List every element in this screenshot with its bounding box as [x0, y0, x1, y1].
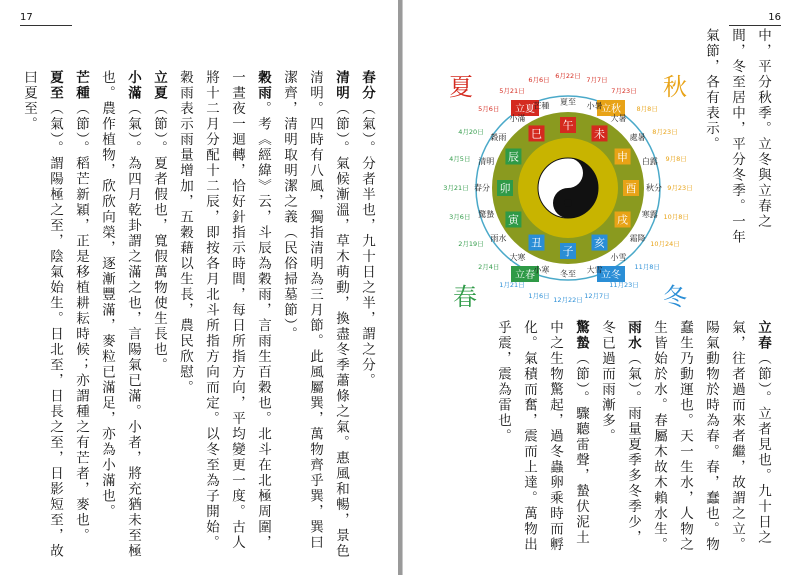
date-label: 2月4日 — [478, 263, 500, 272]
branch-label: 子 — [562, 245, 574, 258]
date-label: 11月8日 — [634, 263, 660, 272]
right-term: 立春 — [755, 320, 771, 351]
solar-term-label: 春分 — [474, 183, 490, 193]
date-label: 12月22日 — [553, 296, 583, 304]
left-page — [0, 0, 399, 575]
solar-term-label: 雨水 — [490, 234, 507, 244]
date-label: 1月6日 — [528, 292, 550, 301]
solar-term-label: 穀雨 — [490, 132, 507, 142]
left-term: 小滿 — [125, 70, 141, 101]
left-definition: 。考《經緯》云，斗辰為穀雨，言雨生百穀也。北斗在北極周圍，一晝夜一迴轉，恰好針指示時間，每日所指方向，平均變更一度。古人將十二月分配十二辰，即按各月北斗所指方向而定。以冬至為子開始。穀雨表示雨量增加，五穀藉以生長，農民欣慰。 — [177, 70, 271, 551]
right-definition: （節）。立者見也。九十日之氣，往者過而來者繼，故謂之立。陽氣動物於時為春。春，蠢也。物蠢生乃動運也。天一生水，人物之生皆始於水。春屬木故木賴水生。 — [651, 320, 771, 553]
solar-terms-diagram — [443, 48, 693, 313]
date-label: 10月24日 — [650, 240, 680, 248]
branch-label: 辰 — [507, 150, 519, 164]
right-page-bottom-text — [466, 320, 776, 560]
season-start-spring: 立春 — [515, 270, 535, 281]
branch-label: 亥 — [594, 236, 605, 250]
left-paragraph — [68, 70, 94, 560]
season-autumn-label: 秋 — [663, 73, 687, 101]
date-label: 3月21日 — [443, 184, 469, 192]
right-paragraph — [594, 320, 646, 560]
date-label: 9月8日 — [665, 155, 687, 164]
branch-label: 戌 — [617, 213, 629, 227]
date-label: 4月20日 — [458, 128, 484, 136]
right-paragraph — [490, 320, 594, 560]
date-label: 8月23日 — [652, 128, 678, 136]
right-page-number: 16 — [729, 12, 781, 26]
solar-term-label: 驚蟄 — [478, 210, 495, 220]
branch-label: 巳 — [531, 127, 542, 141]
left-paragraph — [94, 70, 146, 560]
left-definition: （節）。夏者假也，寬假萬物使生長也。 — [151, 101, 167, 374]
date-label: 3月6日 — [449, 212, 471, 221]
season-summer-label: 夏 — [449, 73, 473, 101]
date-label: 6月6日 — [528, 75, 550, 84]
left-term: 春分 — [359, 70, 375, 101]
solar-term-label: 白露 — [641, 156, 658, 166]
left-term: 芒種 — [73, 70, 89, 101]
date-label: 7月7日 — [586, 75, 608, 84]
right-definition: （節）。驟聽雷聲，蟄伏泥土中之生物驚起，過冬蟲卵乘時而孵化。氣積而奮，震而上達。萬物出乎震，震為雷也。 — [495, 320, 589, 553]
left-paragraph — [146, 70, 172, 560]
left-definition: （氣）。分者半也，九十日之半，謂之分。 — [359, 101, 375, 389]
left-term: 立夏 — [151, 70, 167, 101]
solar-term-label: 冬至 — [560, 269, 576, 279]
date-label: 2月19日 — [458, 240, 484, 248]
date-label: 11月23日 — [609, 280, 639, 289]
yang-dot-icon — [564, 199, 572, 207]
left-definition: （節）。氣候漸溫，草木萌動，換盡冬季蕭條之氣。惠風和暢，景色清明。四時有八風，獨指清明為三月節。此風屬巽，萬物齊乎巽，巽曰潔齊，清明取明潔之義（民俗掃墓節）。 — [281, 70, 349, 560]
left-paragraph — [172, 70, 276, 560]
branch-label: 丑 — [531, 236, 542, 250]
date-label: 7月23日 — [611, 87, 637, 96]
date-label: 9月23日 — [667, 184, 693, 192]
right-paragraph — [646, 320, 776, 560]
date-label: 10月8日 — [663, 212, 689, 221]
branch-label: 卯 — [499, 182, 511, 195]
yin-dot-icon — [564, 169, 572, 177]
solar-term-label: 霜降 — [629, 234, 646, 244]
solar-term-label: 寒露 — [641, 210, 658, 220]
left-definition: （氣）。為四月乾卦謂之滿之也，言陽氣已滿。小者，將充猶未至極也。農作植物，欣欣向榮，逐漸豐滿，麥粒已滿足，亦為小滿也。 — [99, 70, 141, 560]
right-top-paragraph: 中，平分秋季。立冬與立春之間，冬至居中，平分冬季。一年氣節，各有表示。 — [703, 28, 771, 245]
left-page-text — [21, 70, 380, 560]
branch-label: 午 — [562, 119, 574, 132]
solar-term-label: 芒種 — [533, 101, 550, 111]
left-term: 穀雨 — [255, 70, 271, 101]
date-label: 5月6日 — [478, 104, 500, 113]
date-label: 4月5日 — [449, 155, 471, 164]
solar-term-label: 小寒 — [533, 265, 550, 275]
date-label: 12月7日 — [584, 292, 610, 301]
left-page-number: 17 — [20, 12, 72, 26]
left-paragraph — [354, 70, 380, 560]
solar-terms-wheel — [443, 48, 693, 313]
left-definition: （氣）。謂陽極之至，陰氣始生。日北至，日長之至，日影短至，故曰夏至。 — [21, 70, 63, 560]
branch-label: 酉 — [625, 182, 637, 195]
date-label: 8月8日 — [636, 104, 658, 113]
date-label: 1月21日 — [499, 280, 525, 289]
solar-term-label: 小暑 — [586, 101, 603, 111]
left-definition: （節）。稻芒新穎，正是移植耕耘時候；亦謂種之有芒者，麥也。 — [73, 101, 89, 544]
date-label: 5月21日 — [499, 87, 525, 96]
date-label: 6月22日 — [555, 72, 581, 80]
right-page — [402, 0, 800, 575]
solar-term-label: 夏至 — [560, 97, 576, 107]
season-start-summer: 立夏 — [515, 104, 535, 115]
season-winter-label: 冬 — [663, 283, 687, 311]
solar-term-label: 小滿 — [509, 113, 526, 123]
solar-term-label: 大寒 — [509, 253, 526, 263]
branch-label: 申 — [617, 150, 629, 164]
season-start-winter: 立冬 — [601, 270, 621, 281]
solar-term-label: 清明 — [478, 156, 495, 166]
right-term: 驚蟄 — [573, 320, 589, 351]
solar-term-label: 處暑 — [629, 132, 646, 142]
season-spring-label: 春 — [453, 283, 477, 311]
left-term: 夏至 — [47, 70, 63, 101]
right-definition: （氣）。雨量夏季多冬季少，冬已過而雨漸多。 — [599, 320, 641, 546]
solar-term-label: 秋分 — [646, 183, 662, 193]
left-paragraph — [16, 70, 68, 560]
season-start-autumn: 立秋 — [601, 104, 621, 115]
right-page-top-text — [696, 28, 776, 258]
branch-label: 未 — [594, 127, 605, 141]
solar-term-label: 大雪 — [586, 265, 603, 275]
solar-term-label: 小雪 — [610, 253, 627, 263]
left-term: 清明 — [333, 70, 349, 101]
solar-term-label: 大暑 — [610, 113, 627, 123]
left-paragraph — [276, 70, 354, 560]
branch-label: 寅 — [507, 213, 519, 227]
right-term: 雨水 — [625, 320, 641, 351]
